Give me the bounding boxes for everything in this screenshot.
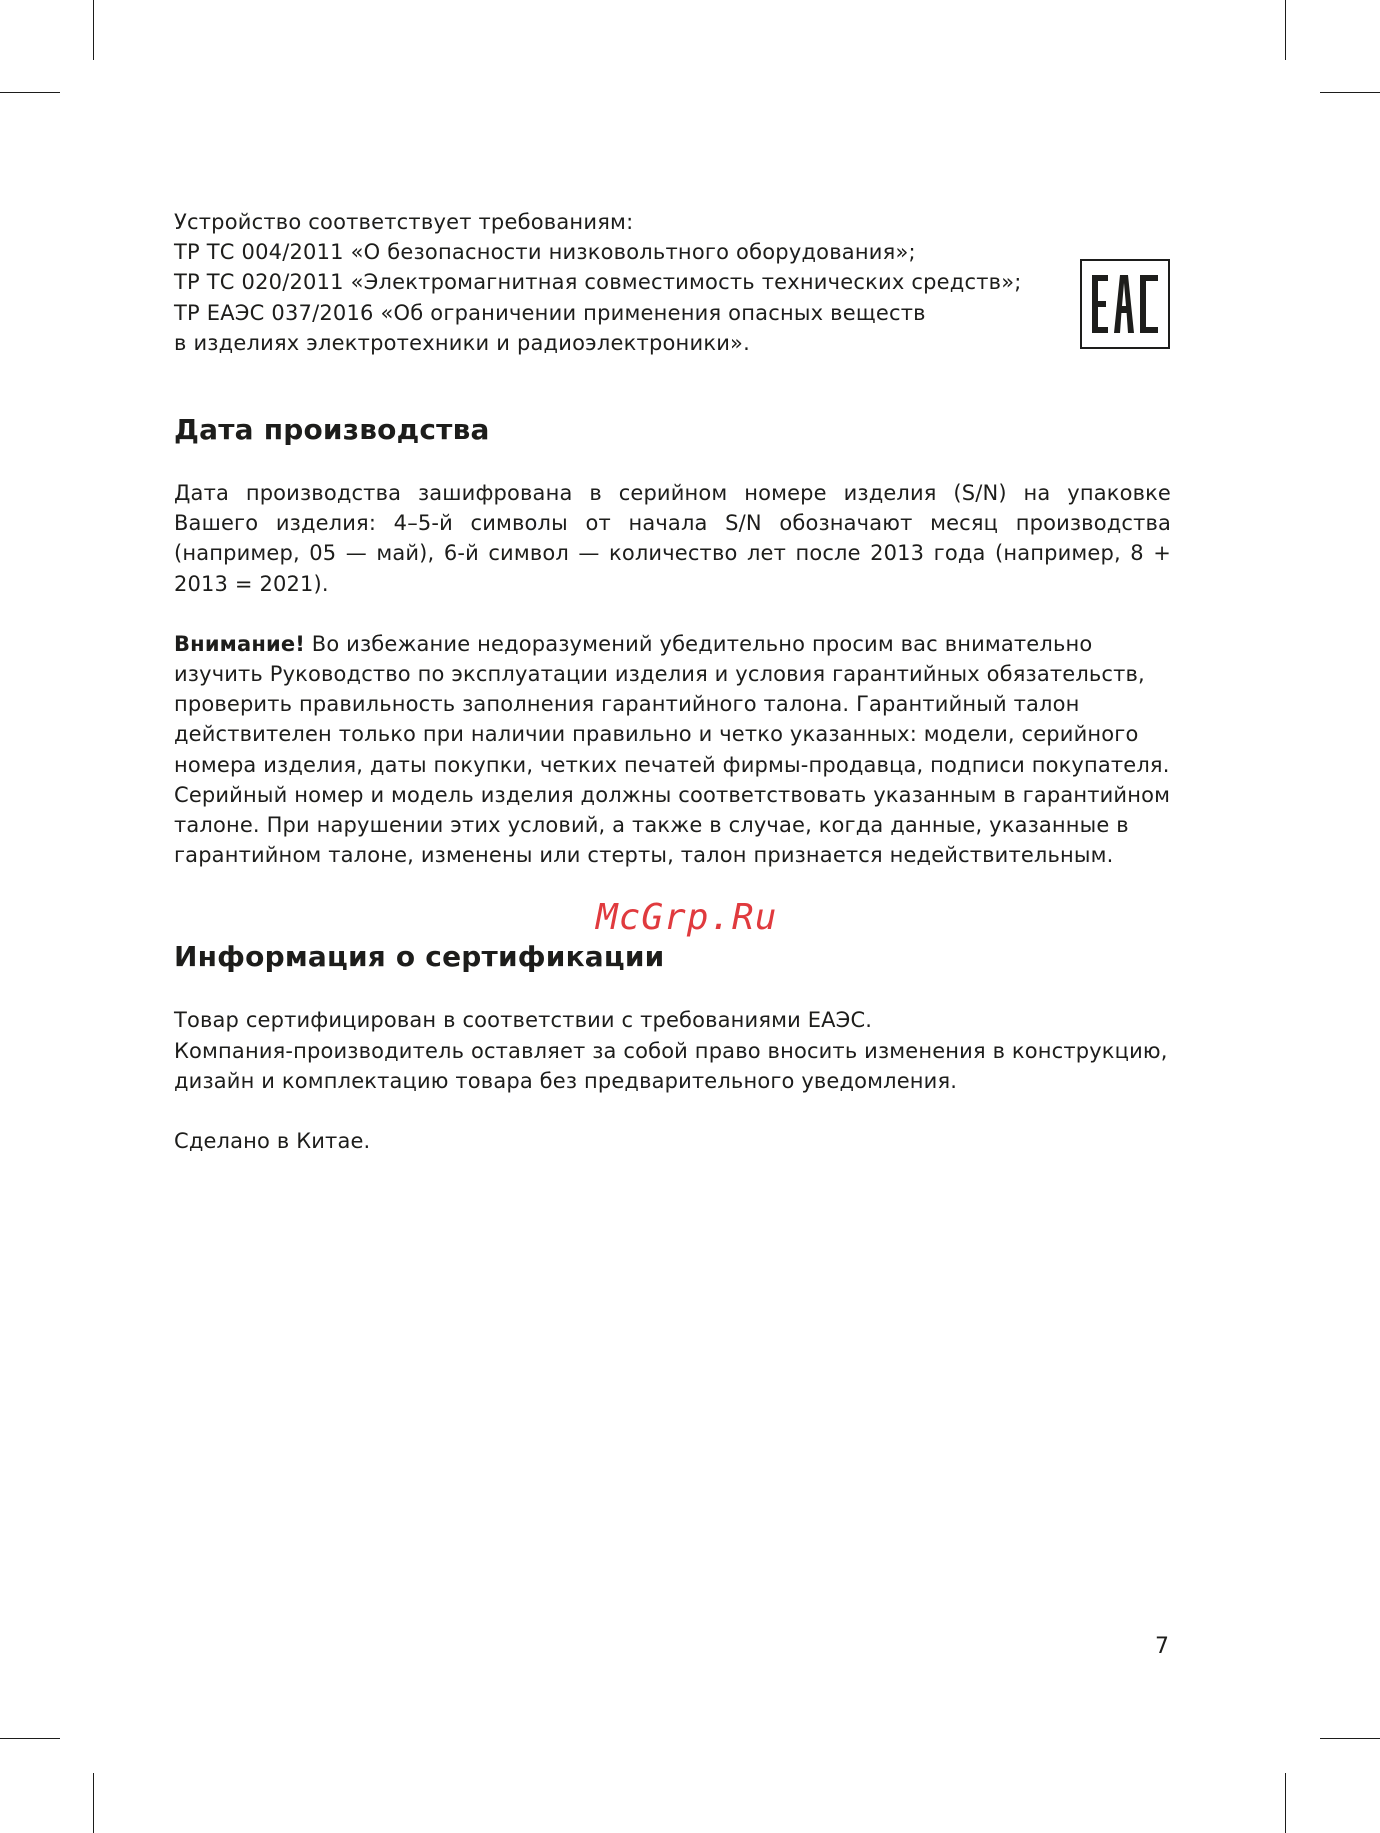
crop-mark-bottom-left-horizontal xyxy=(0,1738,60,1739)
compliance-line: ТР ЕАЭС 037/2016 «Об ограничении применения опасных веществ xyxy=(174,300,926,325)
production-date-text: Дата производства зашифрована в серийном номере изделия (S/N) на упаковке Вашего изделия: 4–5-й символы от начала S/N обозначают месяц производства (например, 05 — май), 6-й символ — количество лет после 2013 года (например, 8 + 2013 = 2021). xyxy=(174,481,1171,596)
eac-conformity-mark-icon xyxy=(1080,259,1170,349)
compliance-line: в изделиях электротехники и радиоэлектроники». xyxy=(174,330,750,355)
compliance-line: Устройство соответствует требованиям: xyxy=(174,210,634,234)
page-number: 7 xyxy=(1155,1634,1169,1659)
warning-paragraph xyxy=(174,629,1171,871)
production-date-heading: Дата производства xyxy=(174,413,490,447)
crop-mark-bottom-right-vertical xyxy=(1285,1773,1286,1833)
warning-text: Во избежание недоразумений убедительно просим вас внимательно изучить Руководство по эксплуатации изделия и условия гарантийных обязательств, проверить правильность заполнения гарантийного талона. Гарантийный талон действителен только при наличии правильно и четко указанных: модели, серийного номера изделия, даты покупки, четких печатей фирмы-продавца, подписи покупателя. Серийный номер и модель изделия должны соответствовать указанным в гарантийном талоне. При нарушении этих условий, а также в случае, когда данные, указанные в гарантийном талоне, изменены или стерты, талон признается недействительным. xyxy=(174,631,1171,868)
crop-mark-top-left-horizontal xyxy=(0,92,60,93)
crop-mark-top-right-horizontal xyxy=(1320,92,1380,93)
compliance-line: ТР ТС 020/2011 «Электромагнитная совместимость технических средств»; xyxy=(174,270,1022,295)
certification-line: Компания-производитель оставляет за собой право вносить изменения в конструкцию, дизайн и комплектацию товара без предварительного уведомления. xyxy=(174,1038,1168,1093)
certification-line: Товар сертифицирован в соответствии с требованиями ЕАЭС. xyxy=(174,1008,873,1033)
crop-mark-bottom-right-horizontal xyxy=(1320,1738,1380,1739)
made-in-text: Сделано в Китае. xyxy=(174,1129,371,1154)
crop-mark-top-left-vertical xyxy=(93,0,94,60)
certification-heading: Информация о сертификации xyxy=(174,940,665,974)
warning-label: Внимание! xyxy=(174,631,305,656)
crop-mark-bottom-left-vertical xyxy=(93,1773,94,1833)
compliance-block xyxy=(174,207,1171,358)
watermark: McGrp.Ru xyxy=(596,897,778,938)
crop-mark-top-right-vertical xyxy=(1285,0,1286,60)
compliance-line: ТР ТС 004/2011 «О безопасности низковольтного оборудования»; xyxy=(174,240,916,265)
page-content xyxy=(174,207,1171,1156)
